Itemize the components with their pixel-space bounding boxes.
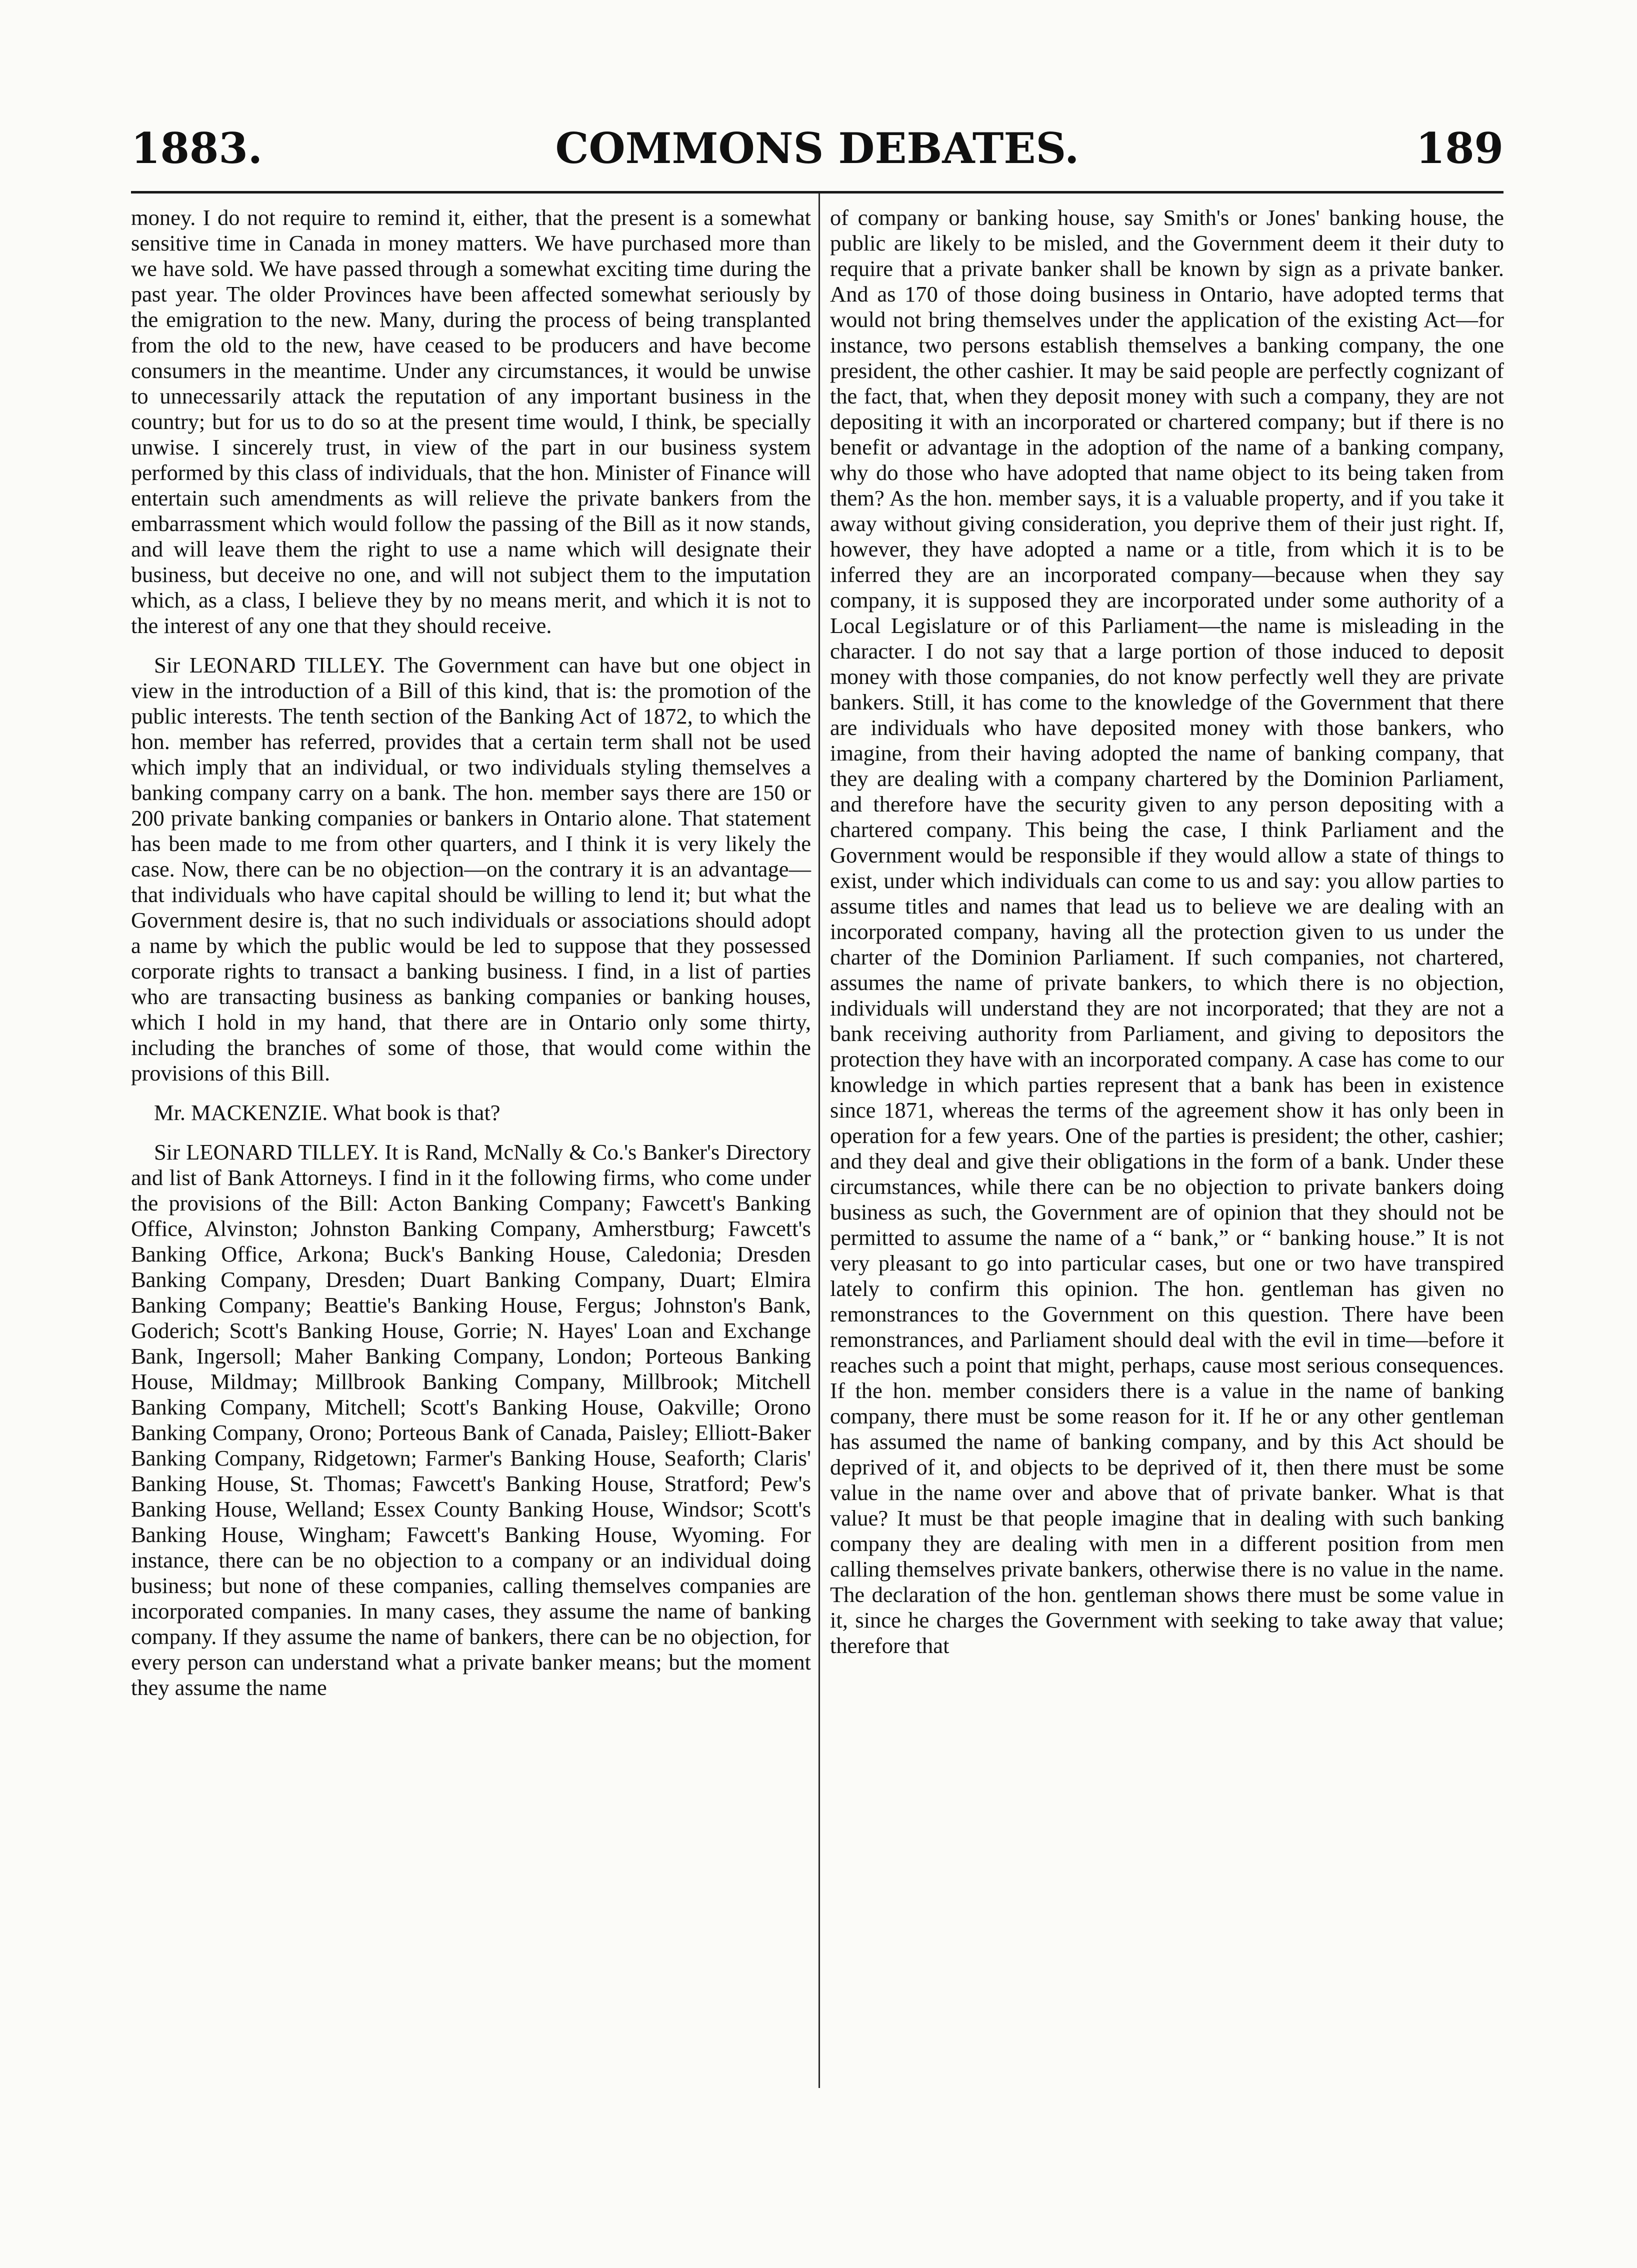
paragraph-left-2: Sir LEONARD TILLEY. The Government can have but one object in view in the introduction of a Bill of this kind, that is: the promotion of the public interests. The tenth section of the Banking Act of 1872, to which the hon. member has referred, provides that a certain term shall not be used which imply that an individual, or two individuals styling themselves a banking company carry on a bank. The hon. member says there are 150 or 200 private banking companies or bankers in Ontario alone. That statement has been made to me from other quarters, and I think it is very likely the case. Now, there can be no objection—on the contrary it is an advantage—that individuals who have capital should be willing to lend it; but what the Government desire is, that no such individuals or associations should adopt a name by which the public would be led to suppose that they possessed corporate rights to transact a banking business. I find, in a list of parties who are transacting business as banking companies or banking houses, which I hold in my hand, that there are in Ontario only some thirty, including the branches of some of those, that would come within the provisions of this Bill. bbox=[131, 652, 811, 1086]
right-column bbox=[830, 205, 1504, 1658]
column-divider bbox=[818, 193, 820, 2088]
header-rule bbox=[131, 191, 1504, 194]
header-title: COMMONS DEBATES. bbox=[555, 124, 1080, 173]
paragraph-left-1: money. I do not require to remind it, either, that the present is a somewhat sensitive time in Canada in money matters. We have purchased more than we have sold. We have passed through a somewhat exciting time during the past year. The older Provinces have been affected somewhat seriously by the emigration to the new. Many, during the process of being transplanted from the old to the new, have ceased to be producers and have become consumers in the meantime. Under any circumstances, it would be unwise to unnecessarily attack the reputation of any important business in the country; but for us to do so at the present time would, I think, be specially unwise. I sincerely trust, in view of the part in our business system performed by this class of individuals, that the hon. Minister of Finance will entertain such amendments as will relieve the private bankers from the embarrassment which would follow the passing of the Bill as it now stands, and will leave them the right to use a name which will designate their business, but deceive no one, and will not subject them to the imputation which, as a class, I believe they by no means merit, and which it is not to the interest of any one that they should receive. bbox=[131, 205, 811, 638]
left-column bbox=[131, 205, 811, 1700]
paragraph-left-3: Mr. MACKENZIE. What book is that? bbox=[154, 1100, 500, 1125]
header-year: 1883. bbox=[131, 124, 263, 173]
header-page-number: 189 bbox=[1416, 124, 1504, 173]
paragraph-left-4: Sir LEONARD TILLEY. It is Rand, McNally & Co.'s Banker's Directory and list of Bank Attorneys. I find in it the following firms, who come under the provisions of the Bill: Acton Banking Company; Fawcett's Banking Office, Alvinston; Johnston Banking Company, Amherstburg; Fawcett's Banking Office, Arkona; Buck's Banking House, Caledonia; Dresden Banking Company, Dresden; Duart Banking Company, Duart; Elmira Banking Company; Beattie's Banking House, Fergus; Johnston's Bank, Goderich; Scott's Banking House, Gorrie; N. Hayes' Loan and Exchange Bank, Ingersoll; Maher Banking Company, London; Porteous Banking House, Mildmay; Millbrook Banking Company, Millbrook; Mitchell Banking Company, Mitchell; Scott's Banking House, Oakville; Orono Banking Company, Orono; Porteous Bank of Canada, Paisley; Elliott-Baker Banking Company, Ridgetown; Farmer's Banking House, Seaforth; Claris' Banking House, St. Thomas; Fawcett's Banking House, Stratford; Pew's Banking House, Welland; Essex County Banking House, Windsor; Scott's Banking House, Wingham; Fawcett's Banking House, Wyoming. For instance, there can be no objection to a company or an individual doing business; but none of these companies, calling themselves companies are incorporated companies. In many cases, they assume the name of banking company. If they assume the name of bankers, there can be no objection, for every person can understand what a private banker means; but the moment they assume the name bbox=[131, 1140, 811, 1700]
page-header bbox=[131, 119, 1504, 178]
paragraph-right-1: of company or banking house, say Smith's or Jones' banking house, the public are likely to be misled, and the Government deem it their duty to require that a private banker shall be known by sign as a private banker. And as 170 of those doing business in Ontario, have adopted terms that would not bring themselves under the application of the existing Act—for instance, two persons establish themselves a banking company, the one president, the other cashier. It may be said people are perfectly cognizant of the fact, that, when they deposit money with such a company, they are not depositing it with an incorporated or chartered company; but if there is no benefit or advantage in the adoption of the name of a banking company, why do those who have adopted that name object to its being taken from them? As the hon. member says, it is a valuable property, and if you take it away without giving consideration, you deprive them of their just right. If, however, they have adopted a name or a title, from which it is to be inferred they are an incorporated company—because when they say company, it is supposed they are incorporated under some authority of a Local Legislature or of this Parliament—the name is misleading in the character. I do not say that a large portion of those induced to deposit money with those companies, do not know perfectly well they are private bankers. Still, it has come to the knowledge of the Government that there are individuals who have deposited money with those bankers, who imagine, from their having adopted the name of banking company, that they are dealing with a company chartered by the Dominion Parliament, and therefore have the security given to any person depositing with a chartered company. This being the case, I think Parliament and the Government would be responsible if they would allow a state of things to exist, under which individuals can come to us and say: you allow parties to assume titles and names that lead us to believe we are dealing with an incorporated company, having all the protection given to us under the charter of the Dominion Parliament. If such companies, not chartered, assumes the name of private bankers, to which there is no objection, individuals will understand they are not incorporated; that they are not a bank receiving authority from Parliament, and giving to depositors the protection they have with an incorporated company. A case has come to our knowledge in which parties represent that a bank has been in existence since 1871, whereas the terms of the agreement show it has only been in operation for a few years. One of the parties is president; the other, cashier; and they deal and give their obligations in the form of a bank. Under these circumstances, while there can be no objection to private bankers doing business as such, the Government are of opinion that they should not be permitted to assume the name of a “ bank,” or “ banking house.” It is not very pleasant to go into particular cases, but one or two have transpired lately to confirm this opinion. The hon. gentleman has given no remonstrances to the Government on this question. There have been remonstrances, and Parliament should deal with the evil in time—before it reaches such a point that might, perhaps, cause most serious consequences. If the hon. member considers there is a value in the name of banking company, there must be some reason for it. If he or any other gentleman has assumed the name of banking company, and by this Act should be deprived of it, and objects to be deprived of it, then there must be some value in the name over and above that of private banker. What is that value? It must be that people imagine that in dealing with such banking company they are dealing with men in a different position from men calling themselves private bankers, otherwise there is no value in the name. The declaration of the hon. gentleman shows there must be some value in it, since he charges the Government with seeking to take away that value; therefore that bbox=[830, 205, 1504, 1658]
